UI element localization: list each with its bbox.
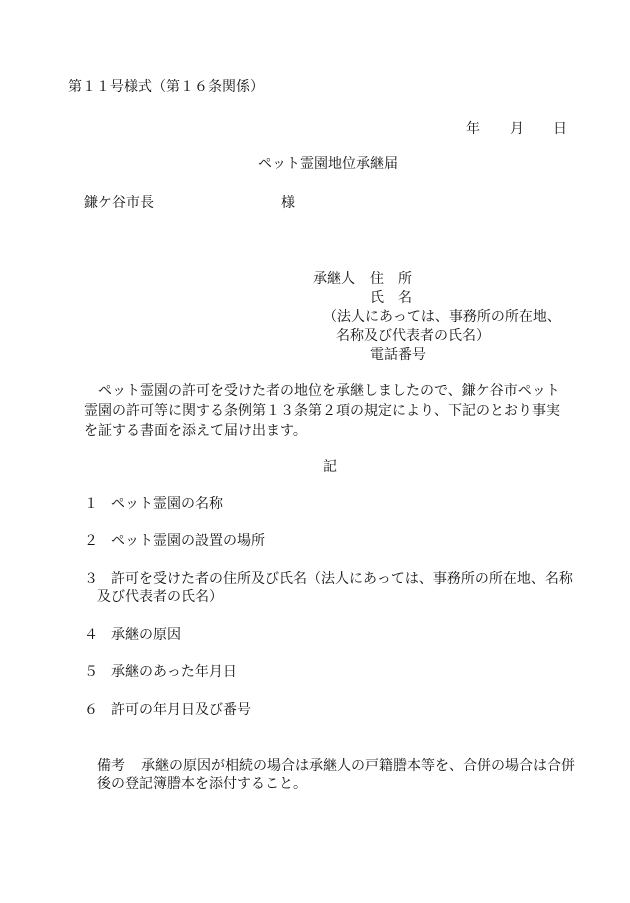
ki-heading: 記 [323,459,337,475]
item-text: 承継のあった年月日 [111,664,237,680]
applicant-name-label: 氏 名 [370,290,412,306]
item-number: ６ [84,702,98,718]
applicant-role: 承継人 [313,271,355,287]
document-title: ペット霊園地位承継届 [258,156,398,172]
item-text: 許可の年月日及び番号 [111,702,251,718]
item-text: ペット霊園の設置の場所 [111,533,265,549]
item-text: ペット霊園の名称 [111,496,223,512]
remarks-label: 備考 [97,758,125,774]
item-text: 承継の原因 [111,627,181,643]
addressee-name: 鎌ケ谷市長 [84,195,154,211]
form-number-label: 第１１号様式（第１６条関係） [68,79,264,95]
item-number: ５ [84,664,98,680]
date-year-label: 年 [466,121,480,137]
item-text-continuation: 及び代表者の氏名） [97,589,223,605]
item-number: ２ [84,533,98,549]
item-number: １ [84,496,98,512]
applicant-address-label: 住 所 [370,271,412,287]
date-month-label: 月 [510,121,524,137]
applicant-corp-note-1: （法人にあっては、事務所の所在地、 [323,309,561,325]
date-day-label: 日 [553,121,567,137]
addressee-honorific: 様 [281,195,295,211]
body-line-2: 霊園の許可等に関する条例第１３条第２項の規定により、下記のとおり事実 [84,403,560,419]
body-line-1: ペット霊園の許可を受けた者の地位を承継しましたので、鎌ケ谷市ペット [84,383,560,399]
applicant-corp-note-2: 名称及び代表者の氏名） [336,328,490,344]
item-number: ４ [84,627,98,643]
remarks-line-1: 承継の原因が相続の場合は承継人の戸籍謄本等を、合併の場合は合併 [141,758,575,774]
body-line-3: を証する書面を添えて届け出ます。 [84,423,307,439]
item-number: ３ [84,571,98,587]
item-text: 許可を受けた者の住所及び氏名（法人にあっては、事務所の所在地、名称 [111,571,573,587]
remarks-line-2: 後の登記簿謄本を添付すること。 [97,776,307,792]
applicant-phone-label: 電話番号 [370,347,426,363]
